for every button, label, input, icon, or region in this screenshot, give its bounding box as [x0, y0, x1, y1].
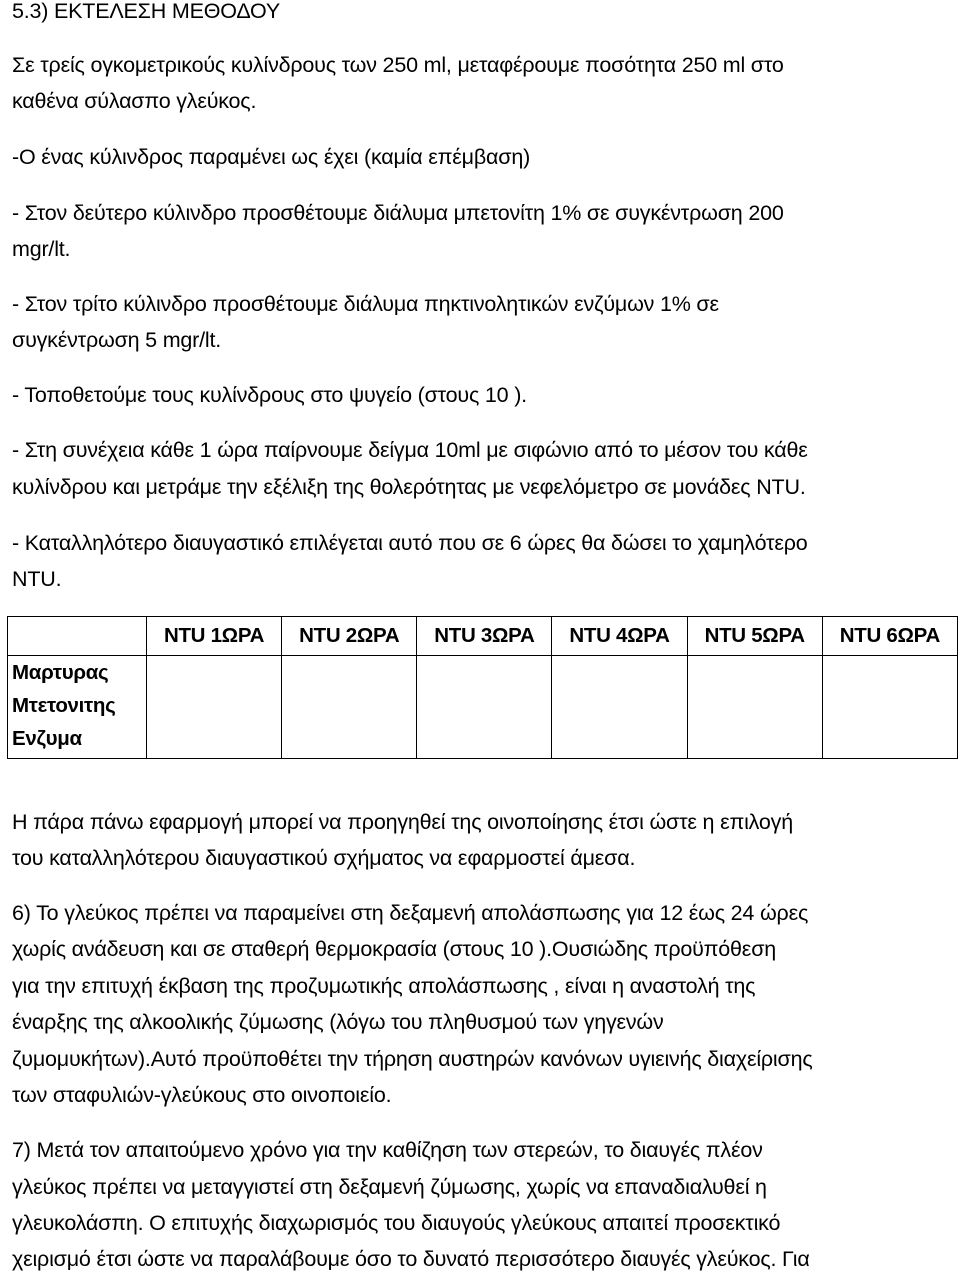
paragraph-line: - Στον τρίτο κύλινδρο προσθέτουμε διάλυμα πηκτινολητικών ενζύμων 1% σε: [12, 292, 719, 316]
paragraph-line: συγκέντρωση 5 mgr/lt.: [12, 328, 222, 352]
paragraph-line: του καταλληλότερου διαυγαστικού σχήματος να εφαρμοστεί άμεσα.: [12, 846, 636, 870]
paragraph-line: - Καταλληλότερο διαυγαστικό επιλέγεται αυτό που σε 6 ώρες θα δώσει το χαμηλότερο: [12, 531, 808, 555]
row-label-bentonite: Μτετονιτης: [12, 694, 116, 717]
paragraph-line: Η πάρα πάνω εφαρμογή μπορεί να προηγηθεί της οινοποίησης έτσι ώστε η επιλογή: [12, 810, 793, 834]
table-header-cell: NTU 1ΩΡΑ: [147, 617, 282, 656]
table-row: [8, 656, 958, 759]
table-cell: [282, 656, 417, 759]
section-heading: 5.3) ΕΚΤΕΛΕΣΗ ΜΕΘΟΔΟΥ: [12, 0, 280, 23]
paragraph-line: -Ο ένας κύλινδρος παραμένει ως έχει (καμία επέμβαση): [12, 145, 531, 169]
paragraph-line: κυλίνδρου και μετράμε την εξέλιξη της θολερότητας με νεφελόμετρο σε μονάδες NTU.: [12, 475, 806, 499]
paragraph-line: Σε τρείς ογκομετρικούς κυλίνδρους των 250 ml, μεταφέρουμε ποσότητα 250 ml στο: [12, 53, 784, 77]
table-corner-cell: [8, 617, 147, 656]
paragraph-line: - Στη συνέχεια κάθε 1 ώρα παίρνουμε δείγμα 10ml με σιφώνιο από το μέσον του κάθε: [12, 438, 808, 462]
table-cell: [147, 656, 282, 759]
table-header-cell: NTU 2ΩΡΑ: [282, 617, 417, 656]
paragraph-line: χειρισμό έτσι ώστε να παραλάβουμε όσο το δυνατό περισσότερο διαυγές γλεύκος. Για: [12, 1247, 810, 1271]
paragraph-line: καθένα σύλασπο γλεύκος.: [12, 89, 257, 113]
paragraph-line: - Τοποθετούμε τους κυλίνδρους στο ψυγείο (στους 10 ).: [12, 383, 527, 407]
table-cell: [822, 656, 957, 759]
paragraph-line: ζυμομυκήτων).Αυτό προϋποθέτει την τήρηση αυστηρών κανόνων υγιεινής διαχείρισης: [12, 1047, 813, 1071]
paragraph-line: γλεύκος πρέπει να μεταγγιστεί στη δεξαμενή ζύμωσης, χωρίς να επαναδιαλυθεί η: [12, 1175, 767, 1199]
table-cell: [417, 656, 552, 759]
table-row-labels: [8, 656, 147, 759]
paragraph-line: - Στον δεύτερο κύλινδρο προσθέτουμε διάλυμα μπετονίτη 1% σε συγκέντρωση 200: [12, 201, 784, 225]
table-header-row: [8, 617, 958, 656]
table-header-cell: NTU 4ΩΡΑ: [552, 617, 687, 656]
table-cell: [552, 656, 687, 759]
paragraph-line: των σταφυλιών-γλεύκους στο οινοποιείο.: [12, 1083, 392, 1107]
row-label-enzymes: Ενζυμα: [12, 727, 82, 750]
table-header-cell: NTU 3ΩΡΑ: [417, 617, 552, 656]
table-header-cell: NTU 6ΩΡΑ: [822, 617, 957, 656]
paragraph-line: έναρξης της αλκοολικής ζύμωσης (λόγω του πληθυσμού των γηγενών: [12, 1010, 664, 1034]
paragraph-line: 7) Μετά τον απαιτούμενο χρόνο για την καθίζηση των στερεών, το διαυγές πλέον: [12, 1138, 763, 1162]
table-header-cell: NTU 5ΩΡΑ: [687, 617, 822, 656]
row-label-control: Μαρτυρας: [12, 661, 109, 684]
paragraph-line: γλευκολάσπη. Ο επιτυχής διαχωρισμός του διαυγούς γλεύκους απαιτεί προσεκτικό: [12, 1211, 781, 1235]
paragraph-line: για την επιτυχή έκβαση της προζυμωτικής απολάσπωσης , είναι η αναστολή της: [12, 974, 756, 998]
ntu-measurement-table: [7, 616, 958, 759]
paragraph-line: NTU.: [12, 567, 62, 591]
paragraph-line: χωρίς ανάδευση και σε σταθερή θερμοκρασία (στους 10 ).Ουσιώδης προϋπόθεση: [12, 937, 777, 961]
paragraph-line: mgr/lt.: [12, 237, 71, 261]
paragraph-line: 6) Το γλεύκος πρέπει να παραμείνει στη δεξαμενή απολάσπωσης για 12 έως 24 ώρες: [12, 901, 809, 925]
table-cell: [687, 656, 822, 759]
